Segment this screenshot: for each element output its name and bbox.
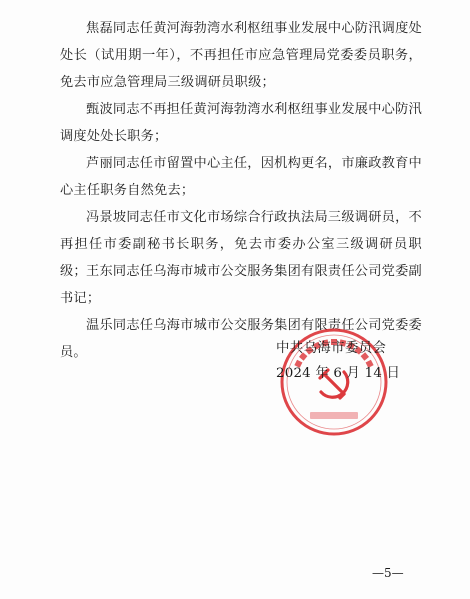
paragraph-appointment-4: 冯景坡同志任市文化市场综合行政执法局三级调研员，不再担任市委副秘书长职务，免去市委办公室三级调研员职级； — [60, 210, 422, 279]
page-number: —5— — [372, 566, 404, 580]
paragraph-appointment-5: 王东同志任乌海市城市公交服务集团有限责任公司党委副书记； — [60, 264, 422, 306]
signing-date: 2024 年 6 月 14 日 — [276, 366, 401, 381]
signing-organization: 中共乌海市委员会 — [276, 341, 387, 356]
paragraph-appointment-1: 焦磊同志任黄河海勃湾水利枢纽事业发展中心防汛调度处处长（试用期一年），不再担任市应急管理局党委委员职务，免去市应急管理局三级调研员职级； — [60, 21, 422, 90]
paragraph-appointment-6: 温乐同志任乌海市城市公交服务集团有限责任公司党委委员。 — [60, 318, 422, 360]
paragraph-appointment-2: 甄波同志不再担任黄河海勃湾水利枢纽事业发展中心防汛调度处处长职务； — [60, 102, 422, 144]
paragraph-appointment-3: 芦丽同志任市留置中心主任，因机构更名，市廉政教育中心主任职务自然免去； — [60, 156, 422, 198]
